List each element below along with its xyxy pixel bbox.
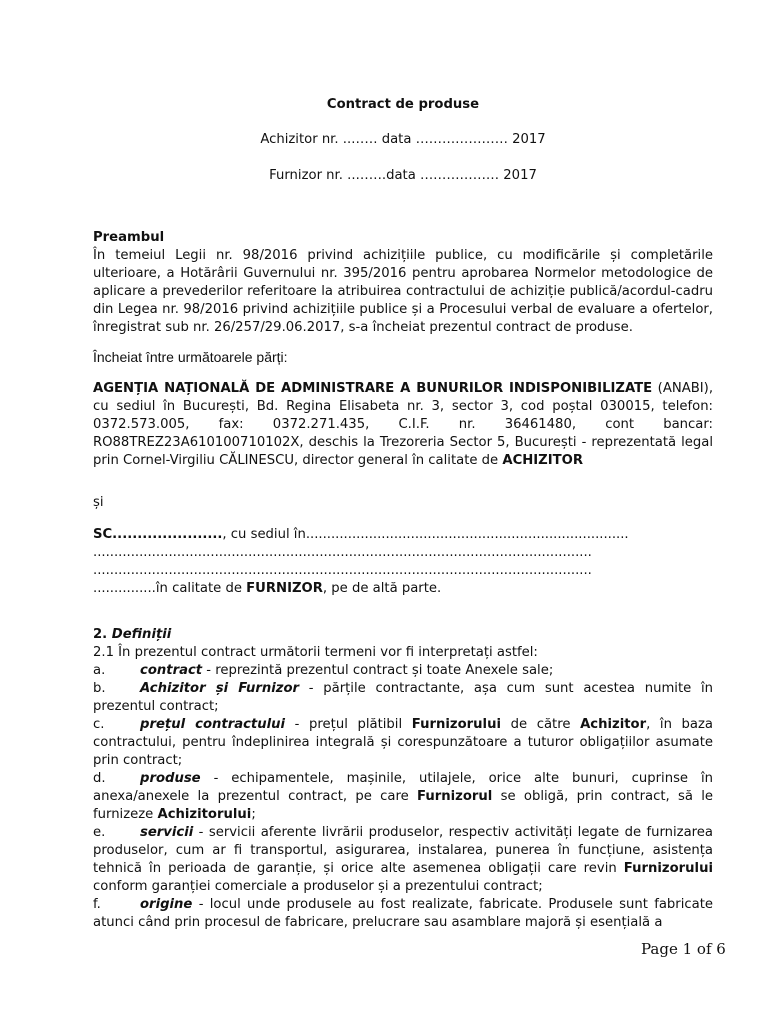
item-term: servicii (140, 825, 194, 840)
furnizor-number-line: Furnizor nr. ..…….data ……………… 2017 (269, 168, 537, 183)
item-term: contract (140, 663, 203, 678)
item-text: - echipamentele, mașinile, utilajele, orice alte bunuri, cuprinse în anexa/anexele la prezentul contract, pe care (93, 771, 713, 804)
item-letter: f. (93, 897, 101, 912)
anabi-details: , cu sediul în București, Bd. Regina Elisabeta nr. 3, sector 3, cod poștal 030015, telefon: 0372.573.005, fax: 0372.271.435, C.I.F. nr. 36461480, cont bancar: RO88TREZ23A610100710102X, deschis la Trezoreria Sector 5, București - reprezentată legal prin Cornel-Virgiliu CĂLINESCU, director general în calitate de (93, 381, 714, 468)
definition-item-d (93, 770, 713, 824)
definition-item-b (93, 680, 713, 716)
definitii-title: Definiții (111, 627, 172, 642)
definitii-intro: 2.1 În prezentul contract următorii termeni vor fi interpretați astfel: (93, 645, 538, 660)
definition-item-a (93, 662, 713, 680)
sc-line-4 (93, 580, 713, 598)
achizitor-number-line: Achizitor nr. ..…… data ………………… 2017 (260, 132, 546, 147)
page-number: Page 1 of 6 (641, 940, 726, 958)
item-term: origine (140, 897, 193, 912)
item-text: se obligă, prin contract, să le furnizeze (93, 789, 713, 822)
anabi-party-paragraph (93, 380, 713, 470)
contract-title: Contract de produse (326, 97, 480, 112)
item-letter: c. (93, 717, 105, 732)
item-bold: Achizitorului (157, 807, 252, 822)
anabi-name: AGENȚIA NAȚIONALĂ DE ADMINISTRARE A BUNURILOR INDISPONIBILIZATE (93, 381, 653, 396)
item-text: - prețul plătibil (285, 717, 412, 732)
item-bold: Achizitor (580, 717, 647, 732)
item-text: conform garanției comerciale a produselor și a prezentului contract; (93, 879, 543, 894)
item-letter: a. (93, 663, 106, 678)
item-text: - reprezintă prezentul contract și toate Anexele sale; (202, 663, 554, 678)
contract-body (93, 96, 713, 932)
item-bold: Furnizorului (623, 861, 713, 876)
definition-item-c (93, 716, 713, 770)
item-text: - servicii aferente livrării produselor, respectiv activități legate de furnizarea produselor, cum ar fi transportul, asigurarea, instalarea, punerea în funcțiune, asistența tehnică în perioada de garanție, și orice alte asemenea obligații care revin (93, 825, 713, 876)
sc-line1-text: , cu sediul în............................................................................. (222, 527, 629, 542)
definitii-number: 2. (93, 627, 112, 642)
item-letter: d. (93, 771, 106, 786)
sc-line-2: ....................................................................................................................... (93, 545, 592, 560)
item-text: - locul unde produsele au fost realizate, fabricate. Produsele sunt fabricate atunci când prin procesul de fabricare, prelucrare sau asamblare majoră și esențială a (93, 897, 713, 930)
item-term: produse (140, 771, 201, 786)
parti-intro: Încheiat între următoarele părți: (93, 349, 288, 365)
item-term: Achizitor și Furnizor (140, 681, 300, 696)
sc-label: SC...................... (93, 527, 223, 542)
item-text: ; (251, 807, 256, 822)
definitii-heading (93, 626, 713, 644)
definition-item-f (93, 896, 713, 932)
achizitor-role: ACHIZITOR (502, 453, 584, 468)
furnizor-party-block (93, 526, 713, 598)
item-letter: b. (93, 681, 106, 696)
si-conjunction: și (93, 495, 104, 510)
item-text: de către (500, 717, 581, 732)
sc-line4-text: în calitate de (155, 581, 247, 596)
anabi-abbr: (ANABI) (652, 381, 709, 396)
item-term: prețul contractului (140, 717, 286, 732)
item-text: , în baza contractului, pentru îndeplinirea integrală și corespunzătoare a tuturor obligațiilor asumate prin contract; (93, 717, 714, 768)
sc-line-3: ....................................................................................................................... (93, 563, 592, 578)
preambul-text: În temeiul Legii nr. 98/2016 privind achizițiile publice, cu modificările și completările ulterioare, a Hotărârii Guvernului nr. 395/2016 pentru aprobarea Normelor metodologice de aplicare a prevederilor referitoare la atribuirea contractului de achiziție publică/acordul-cadru din Legea nr. 98/2016 privind achizițiile publice și a Procesului verbal de evaluare a ofertelor, înregistrat sub nr. 26/257/29.06.2017, s-a încheiat prezentul contract de produse. (93, 248, 713, 335)
furnizor-role: FURNIZOR (246, 581, 323, 596)
sc-line4-end: , pe de altă parte. (322, 581, 442, 596)
item-letter: e. (93, 825, 106, 840)
sc-line-1 (93, 526, 713, 544)
item-bold: Furnizorul (417, 789, 493, 804)
preambul-heading: Preambul (93, 230, 165, 245)
definition-item-e (93, 824, 713, 896)
item-text: - părțile contractante, așa cum sunt acestea numite în prezentul contract; (93, 681, 713, 714)
item-bold: Furnizorului (411, 717, 501, 732)
sc-line4-dots: ............... (93, 581, 156, 596)
